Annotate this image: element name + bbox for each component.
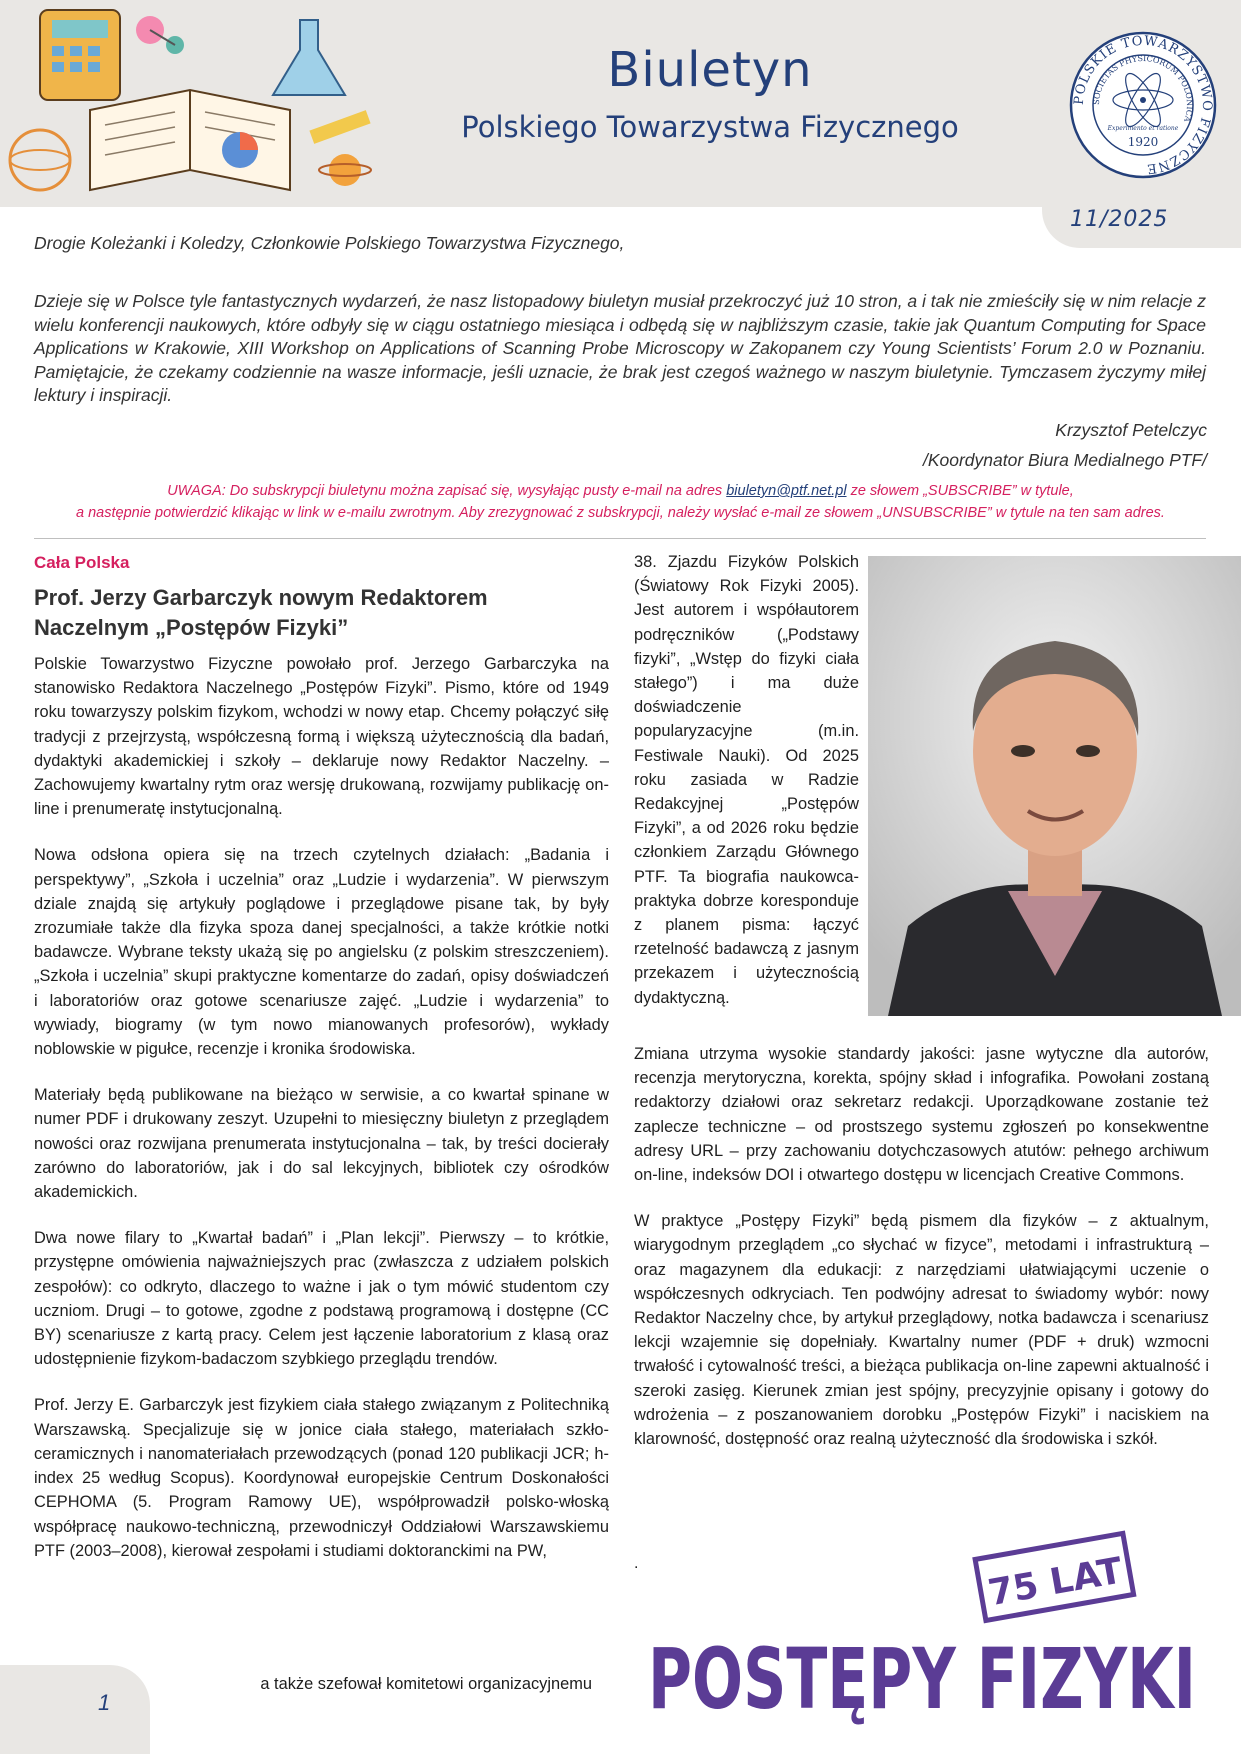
science-doodle-illustration [0, 0, 380, 205]
wordmark-text: POSTĘPY FIZYKI [648, 1630, 1196, 1728]
seal-inner-text: SOCIETAS PHYSICORUM POLONICA [1091, 53, 1195, 124]
portrait-photo [868, 556, 1241, 1016]
article-title: Prof. Jerzy Garbarczyk nowym Redaktorem Naczelnym „Postępów Fizyki” [34, 585, 488, 640]
seal-outer-text: POLSKIE TOWARZYSTWO FIZYCZNE [1071, 33, 1215, 177]
section-tag: Cała Polska [34, 553, 130, 572]
notice-line1-before: UWAGA: Do subskrypcji biuletynu można zapisać się, wysyłając pusty e-mail na adres [167, 483, 727, 499]
intro-paragraph: Dzieje się w Polsce tyle fantastycznych wydarzeń, że nasz listopadowy biuletyn musiał przekroczyć już 10 stron, a i tak nie zmieściły się w nim relacje z wielu konferencji naukowych, które odbyły się w ciągu ostatniego miesiąca i odbędą się w najbliższym czasie, takie jak Quantum Computing for Space Applications w Krakowie, XIII Workshop on Applications of Scanning Probe Microscopy w Zakopanem czy Young Scientists’ Forum 2.0 w Poznaniu. Pamiętajcie, że czekamy codziennie na wasze informacje, jeśli uznacie, że brak jest czegoś ważnego w naszym biuletynie. Tymczasem życzymy miłej lektury i inspiracji. [34, 291, 1206, 405]
article-paragraph: Prof. Jerzy E. Garbarczyk jest fizykiem ciała stałego związanym z Politechniką Warszawską. Specjalizuje się w jonice ciała stałego, materiałach szkło-ceramicznych i nanomateriałach przewodzących (ponad 120 publikacji JCR; h-index 25 według Scopus). Koordynował europejskie Centrum Doskonałości CEPHOMA (5. Program Ramowy UE), współprowadził polsko-włoską współpracę naukowo-techniczną, przewodniczył Oddziałowi Warszawskiemu PTF (2003–2008), kierował zespołami i studiami doktoranckimi na PW, [34, 1396, 609, 1560]
article-paragraph: Zmiana utrzyma wysokie standardy jakości: jasne wytyczne dla autorów, recenzja merytoryczna, korekta, spójny skład i infografika. Powołani zostaną redaktorzy działowi oraz sekretarz redakcji. Uporządkowane zostanie też zaplecze techniczne – od prostszego systemu zgłoszeń po konsekwentne adresy URL – przy zachowaniu dotychczasowych atutów: pełnego archiwum on-line, indeksów DOI i otwartego dostępu w licencjach Creative Commons. [634, 1045, 1209, 1185]
notice-line1-after: ze słowem „SUBSCRIBE” w tytule, [846, 483, 1074, 499]
article-paragraph: Nowa odsłona opiera się na trzech czytelnych działach: „Badania i perspektywy”, „Szkoła i uczelnia” oraz „Ludzie i wydarzenia”. W pierwszym dziale znajdą się artykuły poglądowe i przeglądowe pisane tak, by były zrozumiałe także dla fizyka spoza danej specjalności, a także krótkie notki badawcze. Wybrane teksty ukażą się po angielsku (z polskim streszczeniem). „Szkoła i uczelnia” skupi praktyczne komentarze do zadań, opisy doświadczeń i laboratoriów oraz gotowe scenariusze zajęć. „Ludzie i wydarzenia” to wywiady, biogramy (w tym nowo mianowanych profesorów), wykłady noblowskie w pigułce, recenzje i kronika środowiska. [34, 846, 609, 1059]
bulletin-title: Biuletyn [607, 42, 813, 98]
seal-year: 1920 [1127, 135, 1159, 149]
ptf-seal-logo [1068, 30, 1218, 180]
issue-number: 11/2025 [1070, 207, 1169, 232]
article-paragraph: Materiały będą publikowane na bieżąco w serwisie, a co kwartał spinane w numer PDF i drukowany zeszyt. Uzupełni to miesięczny biuletyn z przeglądem nowości oraz rozwijana prenumerata instytucjonalna – tak, by treści docierały zarówno do laboratoriów, jak i do sal lekcyjnych, bibliotek czy ośrodków akademickich. [34, 1086, 609, 1202]
article-paragraph: Polskie Towarzystwo Fizyczne powołało prof. Jerzego Garbarczyka na stanowisko Redaktora Naczelnego „Postępów Fizyki”. Pismo, które od 1949 roku towarzyszy polskim fizykom, wchodzi w nowy etap. Chcemy połączyć siłę tradycji z przejrzystą, współczesną formą i większą użytecznością dla badań, dydaktyki akademickiej i szkoły – deklaruje nowy Redaktor Naczelny. – Zachowujemy kwartalny rytm oraz wersję drukowaną, rozwijamy publikację on-line i prenumeratę instytucjonalną. [34, 655, 609, 819]
newsletter-email-link[interactable]: biuletyn@ptf.net.pl [726, 483, 847, 499]
anniversary-stamp: 75 LAT [985, 1550, 1126, 1615]
bulletin-subtitle: Polskiego Towarzystwa Fizycznego [461, 110, 959, 144]
article-paragraph: Dwa nowe filary to „Kwartał badań” i „Plan lekcji”. Pierwszy – to krótkie, przystępne omówienia najważniejszych prac (zwłaszcza z udziałem polskich zespołów): co odkryto, dlaczego to ważne i jak o tym mówić studentom czy uczniom. Drugi – to gotowe, zgodne z podstawą programową i dostępne (CC BY) scenariusze z kartą pracy. Celem jest łączenie laboratorium z klasą oraz udostępnienie fizykom-badaczom szybkiego przeglądu trendów. [34, 1229, 609, 1369]
article-paragraph: W praktyce „Postępy Fizyki” będą pismem dla fizyków – z aktualnym, wiarygodnym przeglądem „co słychać w fizyce”, metodami i infrastrukturą – oraz magazynem dla edukacji: z narzędziami ułatwiającymi uczenie o współczesnych odkryciach. Ten podwójny adresat to świadomy wybór: nowy Redaktor Naczelny chce, by artykuł przeglądowy, notka badawcza i scenariusz lekcji wzajemnie się dopełniały. Kwartalny numer (PDF + druk) wzmocni trwałość i cytowalność treści, a bieżąca publikacja on-line zapewni aktualność i szeroki zasięg. Kierunek zmian jest spójny, precyzyjnie opisany i gotowy do wdrożenia – z poszanowaniem dorobku „Postępów Fizyki” i naciskiem na klarowność, dostępność oraz realną użyteczność dla środowiska i szkół. [634, 1212, 1209, 1449]
signature-name: Krzysztof Petelczyc [1055, 420, 1207, 440]
subscription-notice [20, 480, 1221, 524]
page-number: 1 [98, 1690, 111, 1715]
seal-motto: Experimento et ratione [1107, 125, 1179, 132]
greeting: Drogie Koleżanki i Koledzy, Członkowie Polskiego Towarzystwa Fizycznego, [34, 233, 625, 253]
signature-role: /Koordynator Biura Medialnego PTF/ [922, 450, 1207, 470]
postepy-fizyki-logo [640, 1530, 1200, 1730]
article-paragraph: 38. Zjazdu Fizyków Polskich (Światowy Rok Fizyki 2005). Jest autorem i współautorem podręczników („Podstawy fizyki”, „Wstęp do fizyki ciała stałego”) i ma duże doświadczenie popularyzacyjne (m.in. Festiwale Nauki). Od 2025 roku zasiada w Radzie Redakcyjnej „Postępów Fizyki”, a od 2026 roku będzie członkiem Zarządu Głównego PTF. Ta biografia naukowca-praktyka dobrze koresponduje z planem pisma: łączyć rzetelność badawczą z jasnym przekazem i użytecznością dydaktyczną. [634, 553, 859, 1007]
article-left-column [34, 652, 609, 1563]
article-right-narrow-column [634, 550, 859, 1032]
stray-dot: . [634, 1555, 639, 1572]
notice-line2: a następnie potwierdzić klikając w link w e-mailu zwrotnym. Aby zrezygnować z subskrypcji, należy wysłać e-mail ze słowem „UNSUBSCRIBE” w tytule na ten sam adres. [76, 505, 1165, 521]
section-divider [34, 538, 1206, 539]
page-number-tab [0, 1665, 150, 1754]
article-right-column [634, 1042, 1209, 1473]
planet-icon [329, 154, 361, 186]
article-tail-line: a także szefował komitetowi organizacyjnemu [260, 1675, 592, 1693]
